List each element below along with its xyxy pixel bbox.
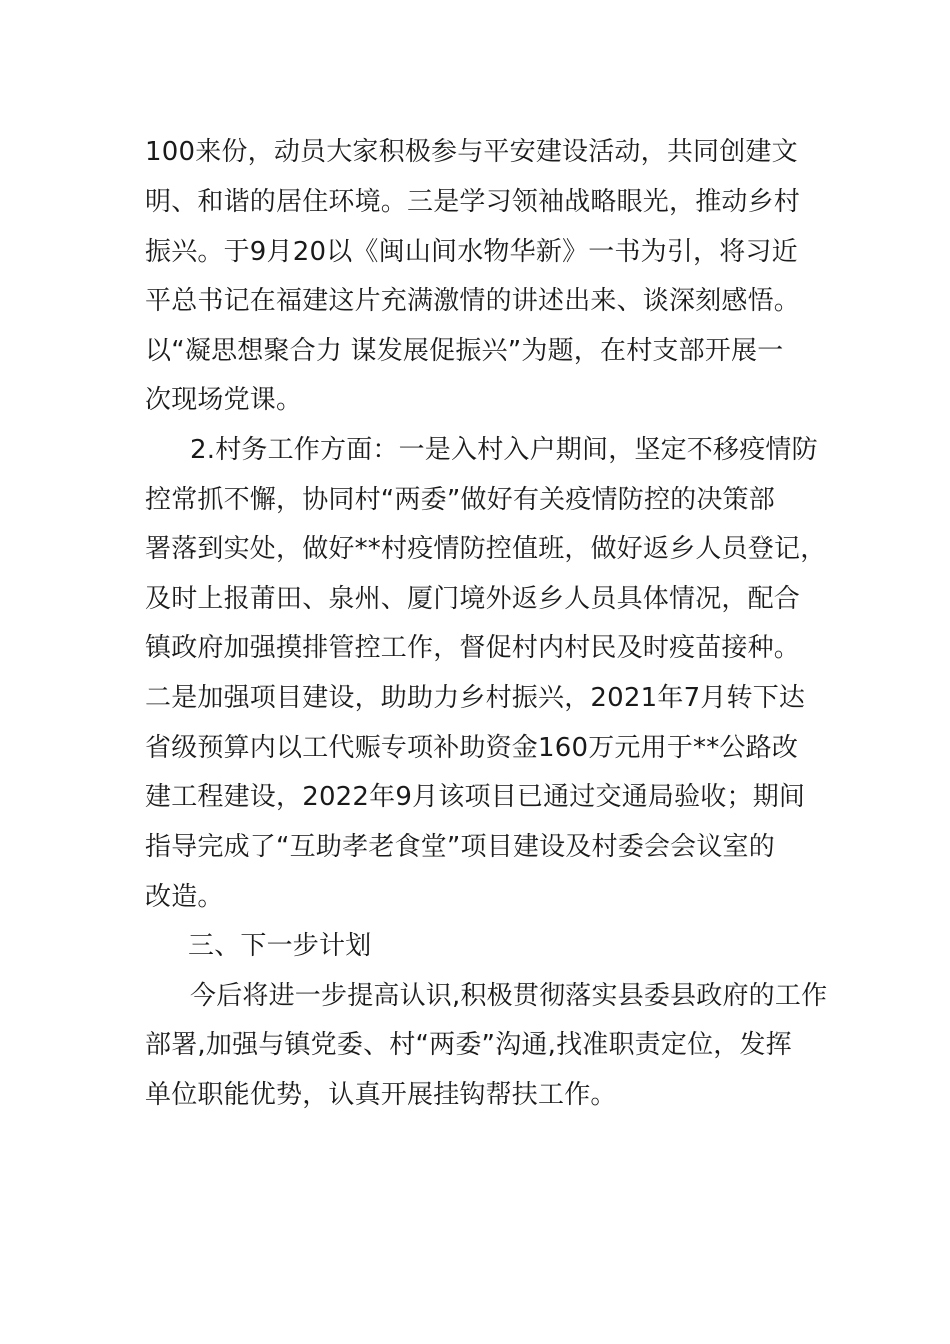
text-line: 改造。 bbox=[145, 882, 224, 912]
text-line: 指导完成了“互助孝老食堂”项目建设及村委会会议室的 bbox=[145, 832, 775, 862]
text-line: 建工程建设，2022年9月该项目已通过交通局验收；期间 bbox=[145, 782, 806, 812]
text-line: 2.村务工作方面：一是入村入户期间，坚定不移疫情防 bbox=[190, 435, 818, 465]
text-line: 单位职能优势，认真开展挂钩帮扶工作。 bbox=[145, 1080, 617, 1110]
text-line: 部署,加强与镇党委、村“两委”沟通,找准职责定位，发挥 bbox=[145, 1030, 792, 1060]
text-line: 镇政府加强摸排管控工作，督促村内村民及时疫苗接种。 bbox=[145, 633, 801, 663]
text-line: 控常抓不懈，协同村“两委”做好有关疫情防控的决策部 bbox=[145, 485, 775, 515]
text-line: 省级预算内以工代赈专项补助资金160万元用于**公路改 bbox=[145, 733, 799, 763]
text-line: 以“凝思想聚合力 谋发展促振兴”为题，在村支部开展一 bbox=[145, 336, 784, 366]
text-line: 100来份，动员大家积极参与平安建设活动，共同创建文 bbox=[145, 137, 798, 167]
text-line: 二是加强项目建设，助助力乡村振兴，2021年7月转下达 bbox=[145, 683, 806, 713]
section-heading: 三、下一步计划 bbox=[188, 931, 372, 961]
text-line: 今后将进一步提高认识,积极贯彻落实县委县政府的工作 bbox=[190, 981, 828, 1011]
text-line: 次现场党课。 bbox=[145, 385, 303, 415]
text-line: 平总书记在福建这片充满激情的讲述出来、谈深刻感悟。 bbox=[145, 286, 801, 316]
text-line: 明、和谐的居住环境。三是学习领袖战略眼光，推动乡村 bbox=[145, 187, 801, 217]
text-line: 及时上报莆田、泉州、厦门境外返乡人员具体情况，配合 bbox=[145, 584, 801, 614]
text-line: 振兴。于9月20以《闽山间水物华新》一书为引，将习近 bbox=[145, 237, 798, 267]
text-line: 署落到实处，做好**村疫情防控值班，做好返乡人员登记， bbox=[145, 534, 827, 564]
